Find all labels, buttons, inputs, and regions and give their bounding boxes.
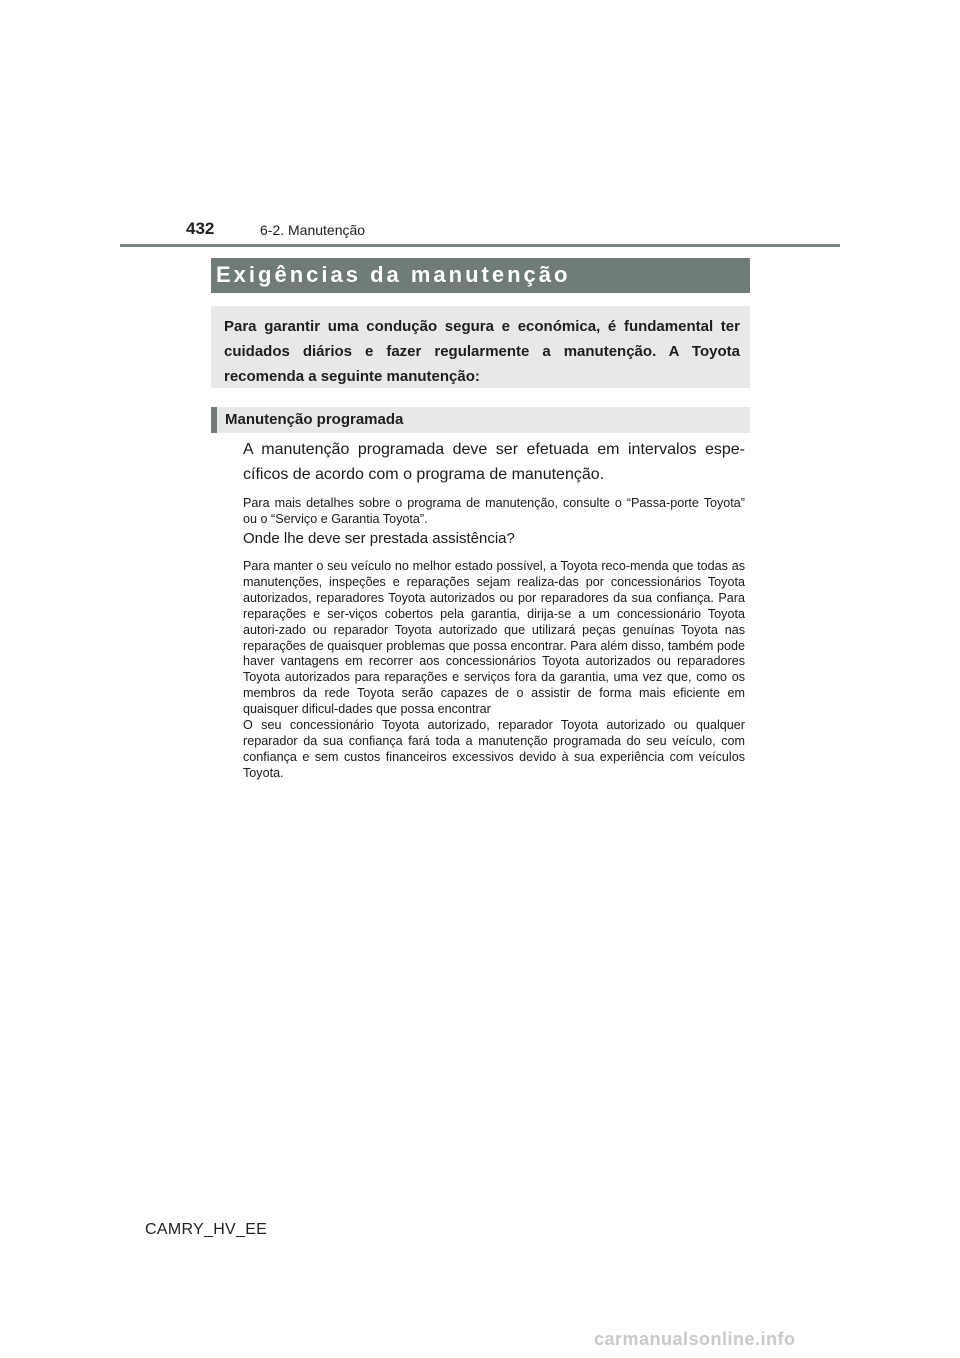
page-title: Exigências da manutenção [216, 262, 571, 287]
header-divider [120, 244, 840, 247]
note-paragraph: Para mais detalhes sobre o programa de manutenção, consulte o “Passa-porte Toyota” ou o “Serviço e Garantia Toyota”. [243, 496, 745, 526]
intro-text: Para garantir uma condução segura e económica, é fundamental ter cuidados diários e fazer regularmente a manutenção. A Toyota recomenda a seguinte manutenção: [224, 318, 740, 385]
subheading-accent [211, 407, 217, 433]
lead-paragraph: A manutenção programada deve ser efetuada em intervalos espe-cíficos de acordo com o programa de manutenção. [243, 441, 745, 483]
model-code: CAMRY_HV_EE [145, 1221, 268, 1238]
answer-paragraph-2: O seu concessionário Toyota autorizado, reparador Toyota autorizado ou qualquer reparador da sua confiança fará toda a manutenção programada do seu veículo, com confiança e sem custos financeiros excessivos devido à sua experiência com veículos Toyota. [243, 718, 745, 780]
section-label: 6-2. Manutenção [260, 222, 366, 238]
page-number: 432 [186, 219, 215, 238]
watermark: carmanualsonline.info [594, 1329, 796, 1349]
subheading: Manutenção programada [225, 411, 404, 428]
answer-paragraph-1: Para manter o seu veículo no melhor estado possível, a Toyota reco-menda que todas as manutenções, inspeções e reparações sejam realiza-das por concessionários Toyota autorizados, reparadores Toyota autorizados ou por reparadores da sua confiança. Para reparações e ser-viços cobertos pela garantia, dirija-se a um concessionário Toyota autori-zado ou reparador Toyota autorizado que utilizará peças genuínas Toyota nas reparações de quaisquer problemas que possa encontrar. Para além disso, também pode haver vantagens em recorrer aos concessionários Toyota autorizados ou reparadores Toyota autorizados para reparações e serviços fora da garantia, uma vez que, como os membros da rede Toyota serão capazes de o assistir de forma mais eficiente em quaisquer dificul-dades que possa encontrar [243, 559, 745, 717]
body-content [243, 437, 745, 782]
question-heading: Onde lhe deve ser prestada assistência? [243, 530, 515, 547]
intro-box [211, 306, 750, 388]
